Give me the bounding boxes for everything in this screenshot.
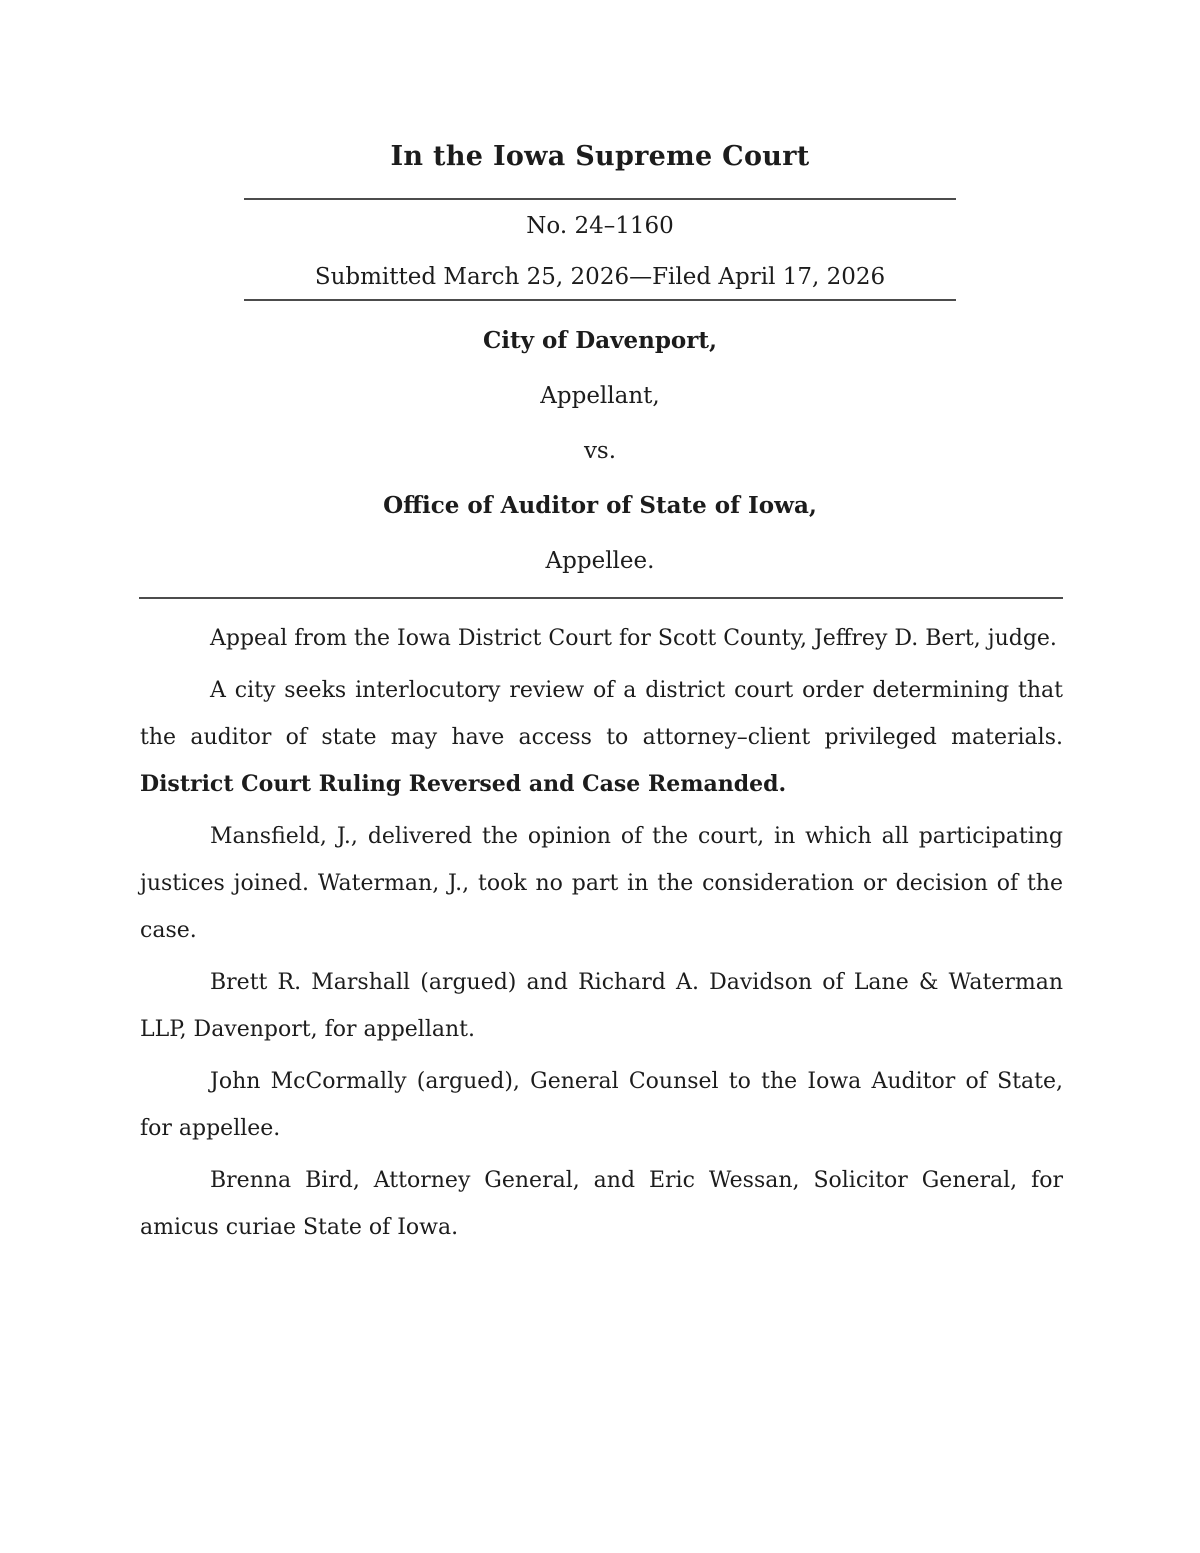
header-divider-top xyxy=(244,198,956,200)
opinion-summary-body xyxy=(140,615,1063,1251)
filing-dates: Submitted March 25, 2026—Filed April 17, 2026 xyxy=(314,264,886,290)
versus-label: vs. xyxy=(583,438,617,464)
court-title: In the Iowa Supreme Court xyxy=(390,141,810,172)
paragraph-appellee-counsel xyxy=(140,1058,1063,1152)
appellee-name: Office of Auditor of State of Iowa, xyxy=(383,492,817,519)
appellant-name: City of Davenport, xyxy=(482,327,718,354)
paragraph-text: Brenna Bird, Attorney General, and Eric Wessan, Solicitor General, for amicus curiae State of Iowa. xyxy=(140,1168,1063,1240)
caption-body-divider xyxy=(139,597,1063,599)
appellee-role: Appellee. xyxy=(545,548,655,574)
paragraph-amicus-counsel xyxy=(140,1157,1063,1251)
paragraph-text: Brett R. Marshall (argued) and Richard A. Davidson of Lane & Waterman LLP, Davenport, for appellant. xyxy=(140,970,1063,1042)
paragraph-text: A city seeks interlocutory review of a district court order determining that the auditor of state may have access to attorney–client privileged materials. xyxy=(140,678,1063,750)
paragraph-appeal-source xyxy=(140,615,1063,662)
paragraph-text: John McCormally (argued), General Counsel to the Iowa Auditor of State, for appellee. xyxy=(140,1069,1063,1141)
document-header xyxy=(0,0,1200,301)
appellant-role: Appellant, xyxy=(540,383,660,409)
paragraph-text: Mansfield, J., delivered the opinion of the court, in which all participating justices joined. Waterman, J., took no part in the consideration or decision of the case. xyxy=(140,824,1063,943)
case-caption xyxy=(0,326,1200,576)
paragraph-appellant-counsel xyxy=(140,959,1063,1053)
case-number: No. 24–1160 xyxy=(526,213,674,239)
paragraph-opinion-author xyxy=(140,813,1063,954)
paragraph-text: Appeal from the Iowa District Court for Scott County, Jeffrey D. Bert, judge. xyxy=(210,626,1057,651)
paragraph-case-summary xyxy=(140,667,1063,808)
header-divider-bottom xyxy=(244,299,956,301)
disposition-text: District Court Ruling Reversed and Case Remanded. xyxy=(140,771,787,797)
